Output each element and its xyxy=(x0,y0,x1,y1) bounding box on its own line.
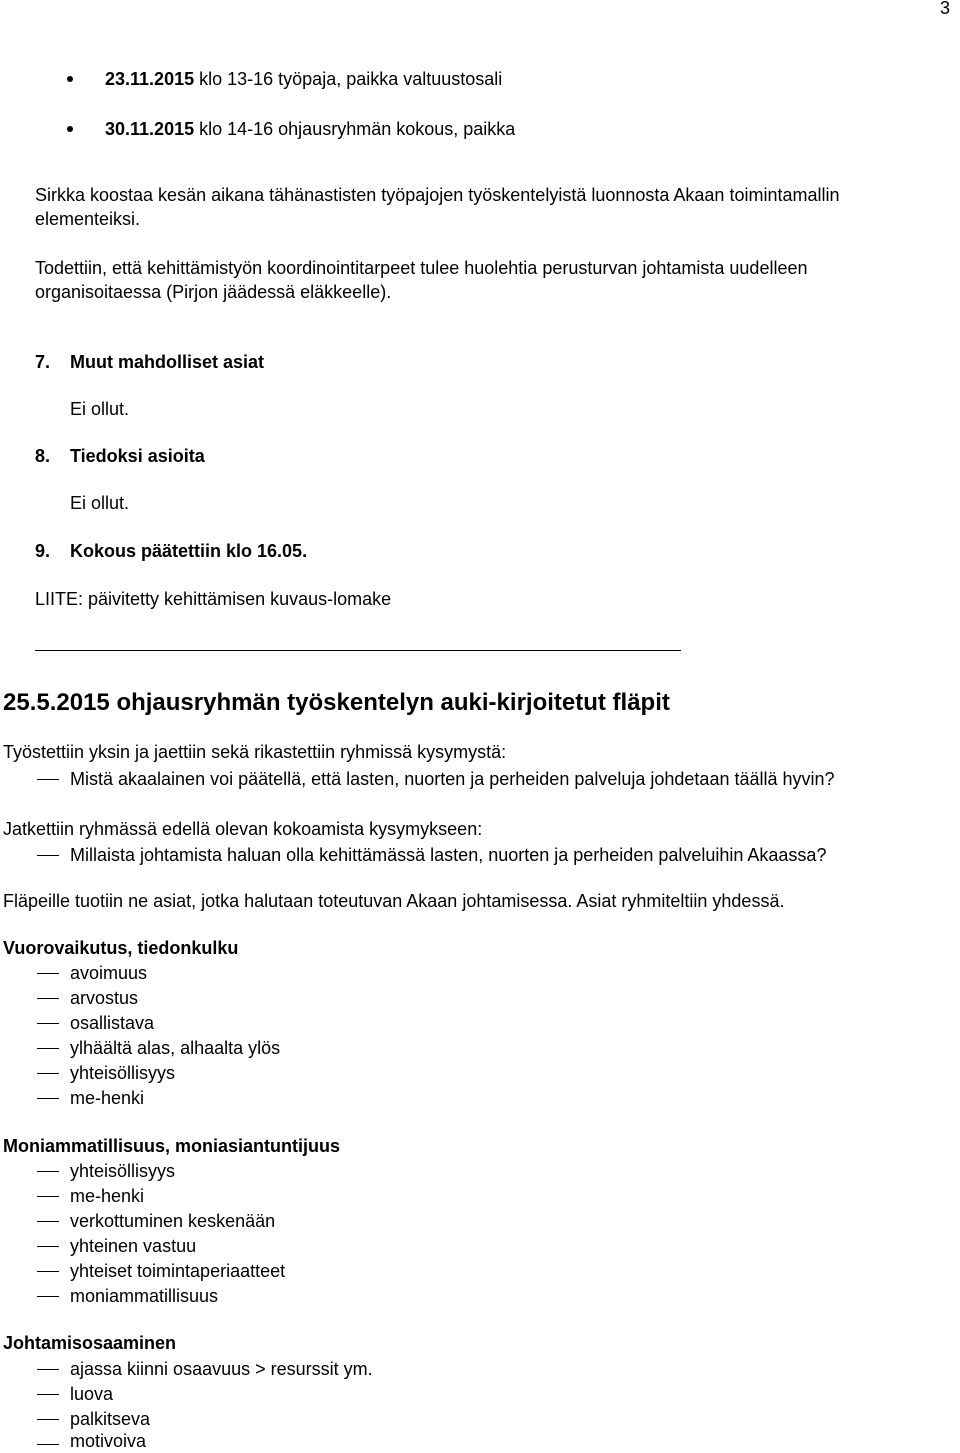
dash-icon xyxy=(37,1271,59,1272)
schedule-text: klo 14-16 ohjausryhmän kokous, paikka xyxy=(194,119,516,139)
list-item: moniammatillisuus xyxy=(70,1286,219,1306)
section-9-title: Kokous päätettiin klo 16.05. xyxy=(70,541,308,561)
dash-icon xyxy=(37,1394,59,1395)
dash-icon xyxy=(37,1296,59,1297)
dash-icon xyxy=(37,1444,59,1445)
section-7-title: Muut mahdolliset asiat xyxy=(70,352,265,372)
section-7-body: Ei ollut. xyxy=(70,399,130,419)
dash-icon xyxy=(37,1419,59,1420)
list-item: arvostus xyxy=(70,988,139,1008)
list-item: verkottuminen keskenään xyxy=(70,1211,276,1231)
group-heading-vuorovaikutus: Vuorovaikutus, tiedonkulku xyxy=(3,938,239,958)
intro-question-2: Jatkettiin ryhmässä edellä olevan kokoamista kysymykseen: xyxy=(3,819,483,839)
paragraph-sirkka-line2: elementeiksi. xyxy=(35,209,141,229)
dash-icon xyxy=(37,779,59,780)
section-8-number: 8. xyxy=(35,446,51,466)
paragraph-todettiin-line1: Todettiin, että kehittämistyön koordinointitarpeet tulee huolehtia perusturvan johtamista uudelleen xyxy=(35,258,808,278)
list-item: yhteiset toimintaperiaatteet xyxy=(70,1261,286,1281)
question-2: Millaista johtamista haluan olla kehittämässä lasten, nuorten ja perheiden palveluihin Akaassa? xyxy=(70,845,827,865)
dash-icon xyxy=(37,855,59,856)
dash-icon xyxy=(37,1246,59,1247)
dash-icon xyxy=(37,973,59,974)
list-item: luova xyxy=(70,1384,114,1404)
list-item: ajassa kiinni osaavuus > resurssit ym. xyxy=(70,1359,373,1379)
group-heading-moniammatillisuus: Moniammatillisuus, moniasiantuntijuus xyxy=(3,1136,341,1156)
schedule-date: 30.11.2015 xyxy=(105,119,195,139)
page-number: 3 xyxy=(940,0,951,18)
schedule-date: 23.11.2015 xyxy=(105,69,195,89)
section-8-body: Ei ollut. xyxy=(70,493,130,513)
paragraph-todettiin-line2: organisoitaessa (Pirjon jäädessä eläkkeelle). xyxy=(35,282,392,302)
group-heading-johtamisosaaminen: Johtamisosaaminen xyxy=(3,1333,177,1353)
paragraph-sirkka-line1: Sirkka koostaa kesän aikana tähänastisten työpajojen työskentelyistä luonnosta Akaan toimintamallin xyxy=(35,185,840,205)
dash-icon xyxy=(37,1221,59,1222)
bullet-dot-icon xyxy=(67,126,73,132)
horizontal-rule xyxy=(35,650,681,651)
dash-icon xyxy=(37,1073,59,1074)
summary-text: Fläpeille tuotiin ne asiat, jotka halutaan toteutuvan Akaan johtamisessa. Asiat ryhmiteltiin yhdessä. xyxy=(3,891,785,911)
list-item: yhteinen vastuu xyxy=(70,1236,197,1256)
section-7-number: 7. xyxy=(35,352,51,372)
section-9-number: 9. xyxy=(35,541,51,561)
question-1: Mistä akaalainen voi päätellä, että lasten, nuorten ja perheiden palveluja johdetaan täällä hyvin? xyxy=(70,769,835,789)
list-item: yhteisöllisyys xyxy=(70,1161,176,1181)
list-item: palkitseva xyxy=(70,1409,151,1429)
dash-icon xyxy=(37,1023,59,1024)
intro-question-1: Työstettiin yksin ja jaettiin sekä rikastettiin ryhmissä kysymystä: xyxy=(3,742,507,762)
dash-icon xyxy=(37,998,59,999)
schedule-text: klo 13-16 työpaja, paikka valtuustosali xyxy=(194,69,503,89)
list-item: osallistava xyxy=(70,1013,155,1033)
list-item: motivoiva xyxy=(70,1431,147,1451)
dash-icon xyxy=(37,1171,59,1172)
attachment-note: LIITE: päivitetty kehittämisen kuvaus-lomake xyxy=(35,589,392,609)
bullet-dot-icon xyxy=(67,76,73,82)
section-8-title: Tiedoksi asioita xyxy=(70,446,205,466)
dash-icon xyxy=(37,1098,59,1099)
list-item: ylhäältä alas, alhaalta ylös xyxy=(70,1038,281,1058)
dash-icon xyxy=(37,1369,59,1370)
flip-section-title: 25.5.2015 ohjausryhmän työskentelyn auki-kirjoitetut fläpit xyxy=(3,689,670,716)
dash-icon xyxy=(37,1196,59,1197)
list-item: yhteisöllisyys xyxy=(70,1063,176,1083)
dash-icon xyxy=(37,1048,59,1049)
list-item: me-henki xyxy=(70,1088,145,1108)
list-item: avoimuus xyxy=(70,963,148,983)
list-item: me-henki xyxy=(70,1186,145,1206)
